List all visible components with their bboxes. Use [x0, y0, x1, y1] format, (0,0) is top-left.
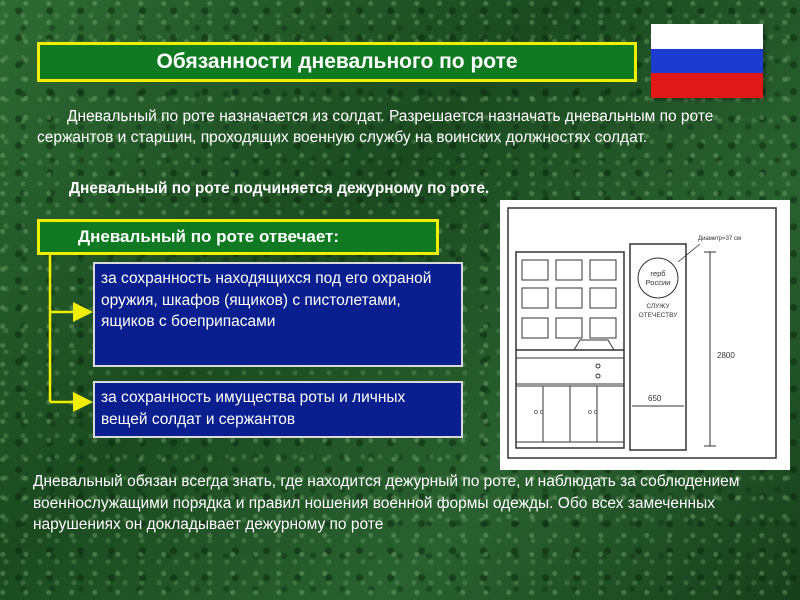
cabinet-cell — [590, 318, 616, 338]
page-title: Обязанности дневального по роте — [156, 50, 518, 73]
subordination-note: Дневальный по роте подчиняется дежурному по роте. — [69, 180, 490, 197]
emblem-line2: России — [645, 278, 671, 287]
door-handle: o o — [588, 409, 598, 416]
motto-line2: ОТЕЧЕСТВУ — [638, 312, 678, 319]
height-label: 2800 — [717, 351, 735, 360]
cabinet-cell — [556, 288, 582, 308]
cabinet-cell — [522, 260, 548, 280]
diagram-drawing — [500, 200, 790, 470]
footer-paragraph: Дневальный обязан всегда знать, где находится дежурный по роте, и наблюдать за соблюдением военнослужащими порядка и правил ношения военной формы одежды. Обо всех замеченных нарушениях он докладывает дежурному по роте — [33, 473, 740, 533]
barracks-layout-diagram — [500, 200, 790, 470]
responsibility-item-1: за сохранность находящихся под его охраной оружия, шкафов (ящиков) с пистолетами, ящиков с боеприпасами — [93, 262, 463, 367]
cabinet-cell — [522, 288, 548, 308]
intro-paragraph: Дневальный по роте назначается из солдат. Разрешается назначать дневальным по роте сержантов и старшин, проходящих военную службу на воинских должностях солдат. — [37, 108, 714, 146]
door-handle: o o — [534, 409, 544, 416]
cabinet-cell — [590, 288, 616, 308]
cabinet-cell — [556, 260, 582, 280]
responsibility-item-2: за сохранность имущества роты и личных вещей солдат и сержантов — [93, 381, 463, 438]
responsibility-heading-text: Дневальный по роте отвечает: — [78, 227, 340, 246]
diameter-label: Диаметр=37 см — [698, 236, 742, 242]
cabinet-cell — [522, 318, 548, 338]
desk-device — [574, 340, 614, 350]
cabinet-cell — [556, 318, 582, 338]
drawer-knob — [596, 364, 600, 368]
emblem-line1: герб — [650, 269, 666, 278]
cabinet-drawer — [516, 358, 624, 384]
diameter-leader — [678, 244, 700, 262]
cabinet-cell — [590, 260, 616, 280]
drawer-knob — [596, 374, 600, 378]
width-label: 650 — [648, 394, 662, 403]
motto-line1: СЛУЖУ — [646, 303, 670, 310]
